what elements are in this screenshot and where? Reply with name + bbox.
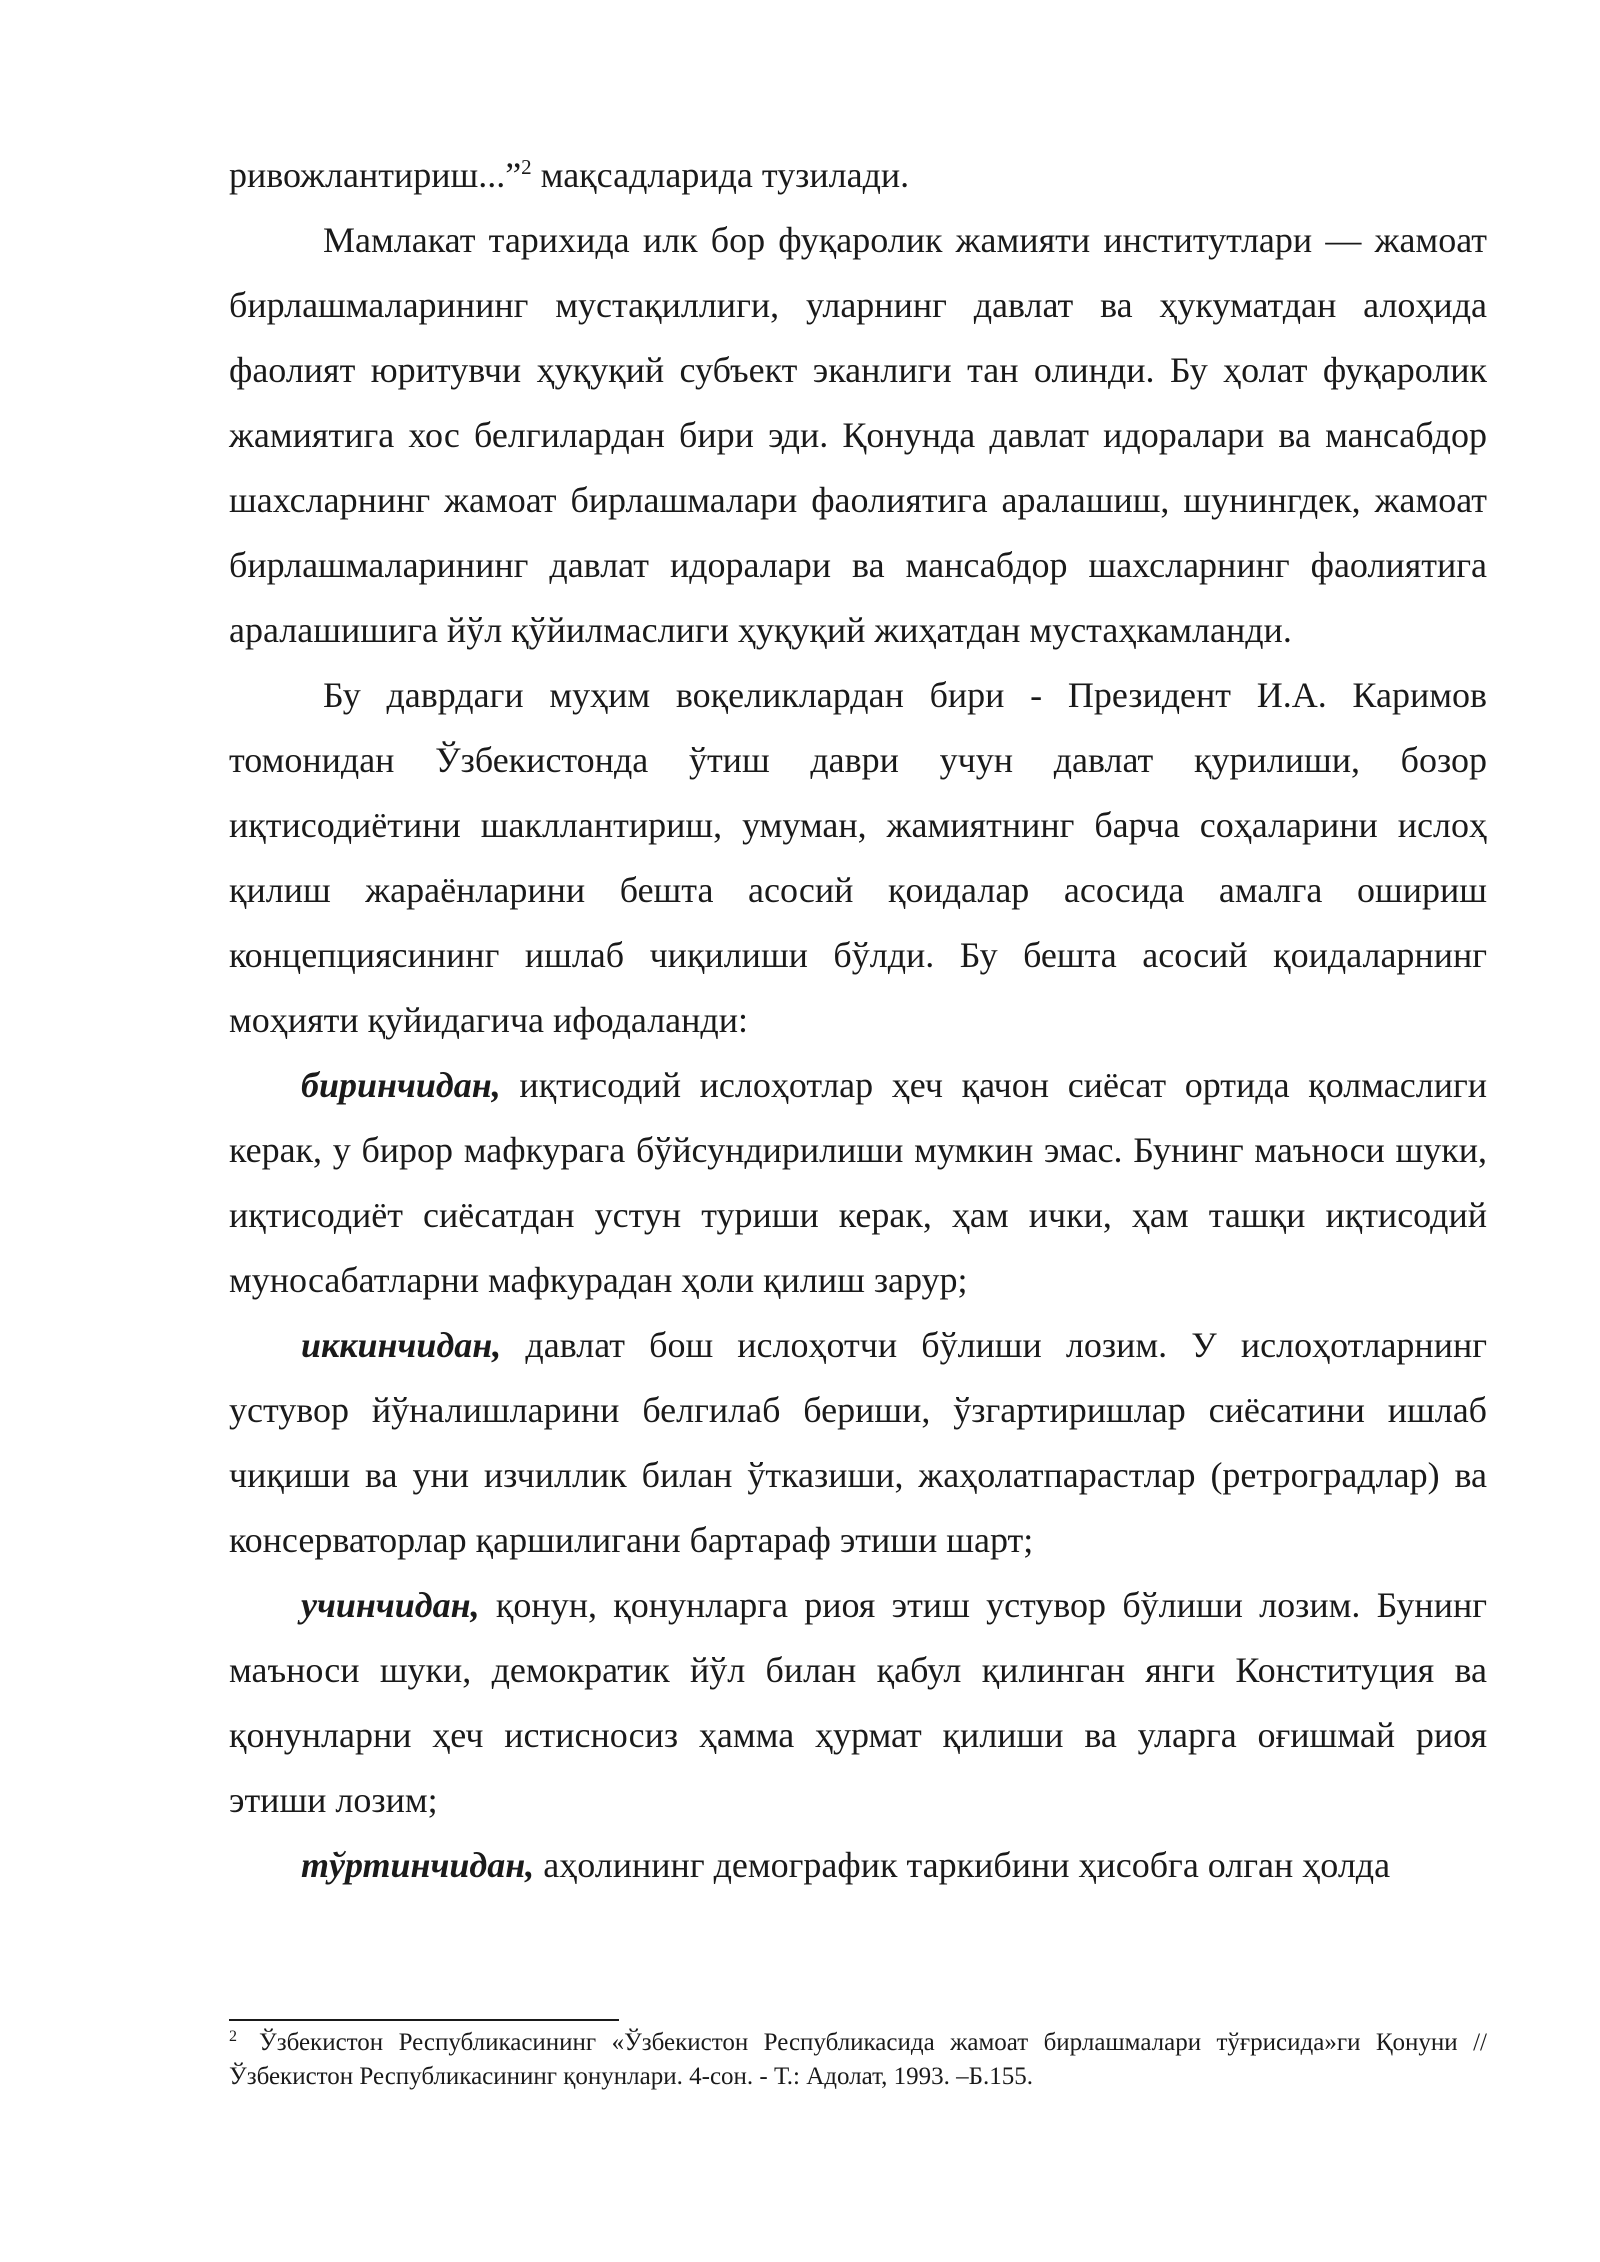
list-item-text: иқтисодий ислоҳотлар ҳеч қачон сиёсат ортида қолмаслиги керак, у бирор мафкурага бўйсундирилиши мумкин эмас. Бунинг маъноси шуки, иқтисодиёт сиёсатдан устун туриши керак, ҳам ички, ҳам ташқи иқтисодий муносабатларни мафкурадан ҳоли қилиш зарур; bbox=[229, 1065, 1487, 1300]
list-item-term: биринчидан, bbox=[301, 1065, 501, 1105]
list-item bbox=[229, 1313, 1487, 1573]
list-item-term: тўртинчидан, bbox=[301, 1845, 535, 1885]
list-item bbox=[229, 1833, 1487, 1898]
footnote-separator bbox=[229, 2019, 619, 2021]
footnote-reference[interactable]: 2 bbox=[521, 155, 532, 179]
list-item-term: иккинчидан, bbox=[301, 1325, 502, 1365]
footnote-number: 2 bbox=[229, 2027, 237, 2045]
body-text bbox=[229, 143, 1487, 1898]
list-item-text: қонун, қонунларга риоя этиш устувор бўлиши лозим. Бунинг маъноси шуки, демократик йўл билан қабул қилинган янги Конституция ва қонунларни ҳеч истисносиз ҳамма ҳурмат қилиши ва уларга оғишмай риоя этиши лозим; bbox=[229, 1585, 1487, 1820]
paragraph-text: мақсадларида тузилади. bbox=[531, 155, 910, 195]
list-item bbox=[229, 1573, 1487, 1833]
footnote bbox=[229, 2026, 1487, 2094]
footnote-text: Ўзбекистон Республикасининг «Ўзбекистон Республикасида жамоат бирлашмалари тўғрисида»ги Қонуни //Ўзбекистон Республикасининг қонунлари. 4-сон. - Т.: Адолат, 1993. –Б.155. bbox=[229, 2029, 1487, 2090]
paragraph: Мамлакат тарихида илк бор фуқаролик жамияти институтлари — жамоат бирлашмаларининг мустақиллиги, уларнинг давлат ва ҳукуматдан алоҳида фаолият юритувчи ҳуқуқий субъект эканлиги тан олинди. Бу ҳолат фуқаролик жамиятига хос белгилардан бири эди. Қонунда давлат идоралари ва мансабдор шахсларнинг жамоат бирлашмалари фаолиятига аралашиш, шунингдек, жамоат бирлашмаларининг давлат идоралари ва мансабдор шахсларнинг фаолиятига аралашишига йўл қўйилмаслиги ҳуқуқий жиҳатдан мустаҳкамланди. bbox=[229, 220, 1487, 650]
list-item bbox=[229, 1053, 1487, 1313]
list-item-text: давлат бош ислоҳотчи бўлиши лозим. У ислоҳотларнинг устувор йўналишларини белгилаб бериши, ўзгартиришлар сиёсатини ишлаб чиқиши ва уни изчиллик билан ўтказиши, жаҳолатпарастлар (ретроградлар) ва консерваторлар қаршилигани бартараф этиши шарт; bbox=[229, 1325, 1487, 1560]
paragraph-text: ривожлантириш...” bbox=[229, 155, 522, 195]
list-item-term: учинчидан, bbox=[301, 1585, 480, 1625]
list-item-text: аҳолининг демографик таркибини ҳисобга олган ҳолда bbox=[534, 1845, 1391, 1885]
paragraph-continuation bbox=[229, 143, 1487, 208]
paragraph: Бу даврдаги муҳим воқеликлардан бири - Президент И.А. Каримов томонидан Ўзбекистонда ўтиш даври учун давлат қурилиши, бозор иқтисодиётини шакллантириш, умуман, жамиятнинг барча соҳаларини ислоҳ қилиш жараёнларини бешта асосий қоидалар асосида амалга ошириш концепциясининг ишлаб чиқилиши бўлди. Бу бешта асосий қоидаларнинг моҳияти қуйидагича ифодаланди: bbox=[229, 675, 1487, 1040]
